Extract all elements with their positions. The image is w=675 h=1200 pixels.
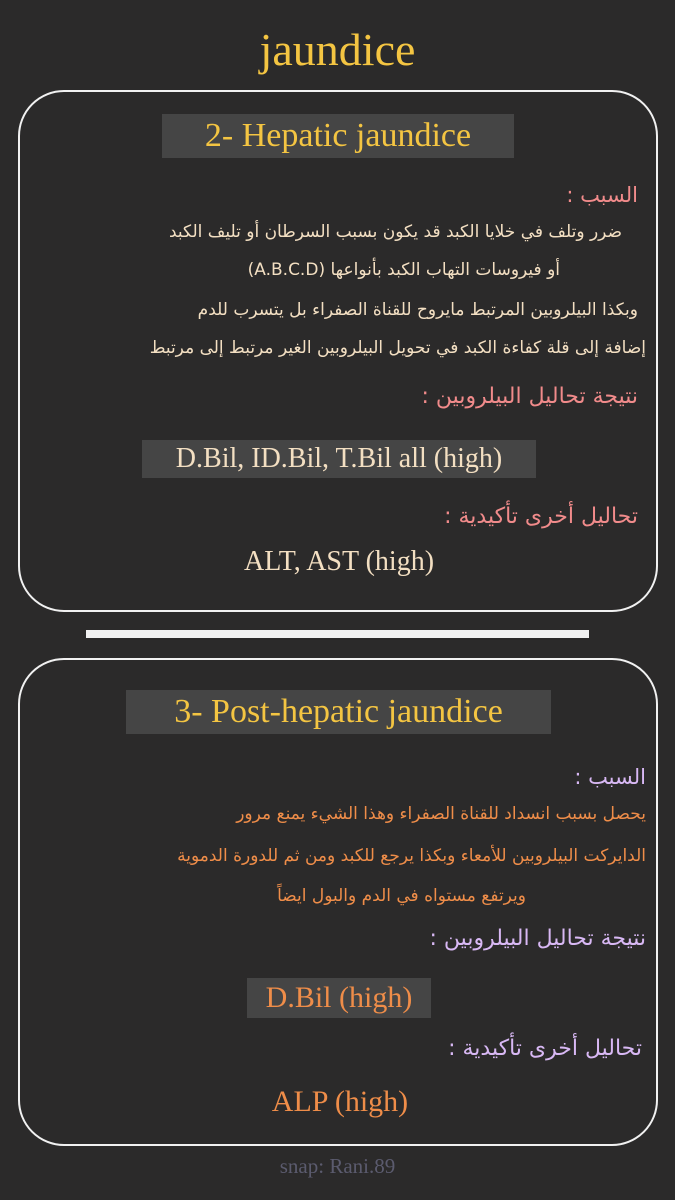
hepatic-cause-line-4: إضافة إلى قلة كفاءة الكبد في تحويل البيلروبين الغير مرتبط إلى مرتبط xyxy=(149,338,646,358)
hepatic-cause-line-3: وبكذا البيلروبين المرتبط مايروح للقناة الصفراء بل يتسرب للدم xyxy=(197,300,638,320)
posthepatic-confirm-value: ALP (high) xyxy=(271,1085,409,1118)
footer-credit: snap: Rani.89 xyxy=(279,1154,396,1178)
hepatic-cause-line-1: ضرر وتلف في خلايا الكبد قد يكون بسبب السرطان أو تليف الكبد xyxy=(169,222,622,242)
posthepatic-cause-line-1: يحصل بسبب انسداد للقناة الصفراء وهذا الشيء يمنع مرور xyxy=(236,804,646,824)
posthepatic-heading: 3- Post-hepatic jaundice xyxy=(126,690,551,734)
posthepatic-confirm-label: تحاليل أخرى تأكيدية : xyxy=(448,1036,642,1061)
posthepatic-jaundice-card xyxy=(18,658,658,1146)
hepatic-cause-line-2: أو فيروسات التهاب الكبد بأنواعها (A.B.C.D) xyxy=(247,260,560,280)
hepatic-confirm-label: تحاليل أخرى تأكيدية : xyxy=(444,504,638,529)
posthepatic-cause-line-2: الدايركت البيلروبين للأمعاء وبكذا يرجع للكبد ومن ثم للدورة الدموية xyxy=(177,846,646,866)
section-divider xyxy=(86,630,589,638)
hepatic-confirm-value: ALT, AST (high) xyxy=(243,546,435,577)
hepatic-result-label: نتيجة تحاليل البيلروبين : xyxy=(421,384,638,409)
posthepatic-cause-line-3: ويرتفع مستواه في الدم والبول ايضاً xyxy=(277,886,526,906)
posthepatic-result-label: نتيجة تحاليل البيلروبين : xyxy=(429,926,646,951)
posthepatic-cause-label: السبب : xyxy=(574,765,646,789)
page-title: jaundice xyxy=(259,24,416,75)
posthepatic-result-value: D.Bil (high) xyxy=(247,978,431,1018)
hepatic-result-value: D.Bil, ID.Bil, T.Bil all (high) xyxy=(142,440,536,478)
hepatic-jaundice-card xyxy=(18,90,658,612)
hepatic-cause-label: السبب : xyxy=(566,183,638,207)
hepatic-heading: 2- Hepatic jaundice xyxy=(162,114,514,158)
